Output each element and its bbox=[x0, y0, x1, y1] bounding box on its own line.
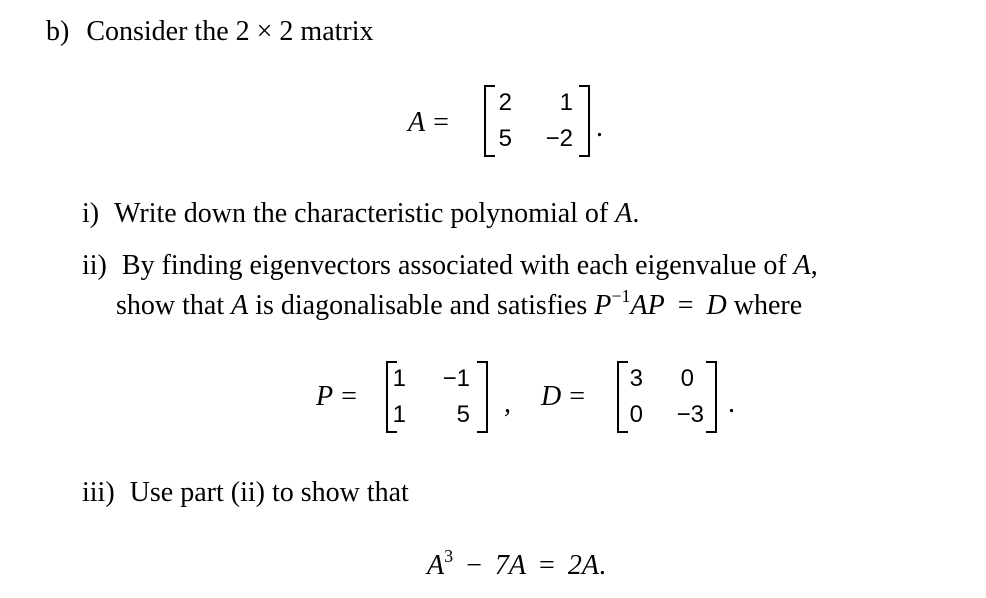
matrix-p bbox=[386, 361, 488, 433]
matrix-a-label bbox=[408, 107, 455, 139]
matrix-d bbox=[617, 361, 717, 433]
item-i-var: A bbox=[615, 198, 633, 229]
item-ii-line2-eq: = bbox=[677, 290, 694, 321]
matrix-d-entry-22: −3 bbox=[676, 401, 704, 428]
item-iii bbox=[82, 477, 409, 509]
matrix-a-period: . bbox=[596, 112, 603, 143]
matrix-d-entry-11: 3 bbox=[629, 365, 643, 392]
matrix-p-name: P bbox=[316, 381, 334, 412]
matrix-d-label bbox=[541, 381, 591, 413]
matrix-a-name: A bbox=[408, 107, 426, 138]
matrix-d-entry-21: 0 bbox=[629, 401, 643, 428]
matrix-a-entry-12: 1 bbox=[559, 89, 573, 116]
final-eq-end: . bbox=[598, 550, 606, 581]
final-eq-equals: = bbox=[539, 550, 555, 581]
item-ii-line2-p: P bbox=[594, 290, 612, 321]
matrix-a-entry-11: 2 bbox=[498, 89, 512, 116]
matrix-a-equals: = bbox=[433, 107, 449, 138]
final-equation bbox=[427, 546, 606, 582]
item-ii-line2-b: is diagonalisable and satisfies bbox=[255, 290, 588, 321]
matrix-a-entry-21: 5 bbox=[498, 125, 512, 152]
item-ii-line1-var: A bbox=[793, 250, 811, 281]
matrix-d-entry-12: 0 bbox=[680, 365, 694, 392]
part-b-label: b) bbox=[46, 16, 70, 47]
matrix-p-label bbox=[316, 381, 363, 413]
item-ii-line2 bbox=[116, 286, 803, 322]
item-ii-line2-a: show that bbox=[116, 290, 225, 321]
part-b-heading bbox=[46, 16, 374, 48]
item-iii-text: Use part (ii) to show that bbox=[129, 477, 409, 508]
item-i-end: . bbox=[632, 198, 640, 229]
matrix-a-entry-22: −2 bbox=[545, 125, 573, 152]
item-iii-label: iii) bbox=[82, 477, 115, 508]
item-ii-line2-where: where bbox=[733, 290, 803, 321]
matrix-a bbox=[484, 85, 590, 157]
item-ii-label: ii) bbox=[82, 250, 107, 281]
matrix-p-entry-22: 5 bbox=[456, 401, 470, 428]
final-eq-7a: 7A bbox=[494, 550, 527, 581]
item-ii-line2-var: A bbox=[231, 290, 249, 321]
matrix-p-equals: = bbox=[341, 381, 357, 412]
final-eq-minus: − bbox=[466, 550, 482, 581]
item-ii-line2-d: D bbox=[706, 290, 727, 321]
item-ii-line2-ap: AP bbox=[630, 290, 665, 321]
item-i-text: Write down the characteristic polynomial of bbox=[114, 198, 609, 229]
matrix-p-entry-11: 1 bbox=[392, 365, 406, 392]
matrix-p-comma: , bbox=[504, 388, 511, 419]
matrix-d-equals: = bbox=[569, 381, 586, 412]
matrix-p-entry-21: 1 bbox=[392, 401, 406, 428]
final-eq-rhs: 2A bbox=[567, 550, 599, 581]
part-b-intro: Consider the 2 × 2 matrix bbox=[86, 16, 374, 47]
matrix-d-name: D bbox=[541, 381, 562, 412]
matrix-d-period: . bbox=[728, 388, 735, 419]
item-ii-line1-text: By finding eigenvectors associated with each eigenvalue of bbox=[121, 250, 787, 281]
item-ii-line1 bbox=[82, 250, 818, 282]
item-i bbox=[82, 198, 639, 230]
final-eq-a: A bbox=[427, 550, 445, 581]
final-eq-sup: 3 bbox=[444, 546, 454, 566]
matrix-p-entry-12: −1 bbox=[442, 365, 470, 392]
item-ii-line2-sup: −1 bbox=[611, 286, 631, 306]
item-ii-line1-end: , bbox=[810, 250, 818, 281]
item-i-label: i) bbox=[82, 198, 100, 229]
